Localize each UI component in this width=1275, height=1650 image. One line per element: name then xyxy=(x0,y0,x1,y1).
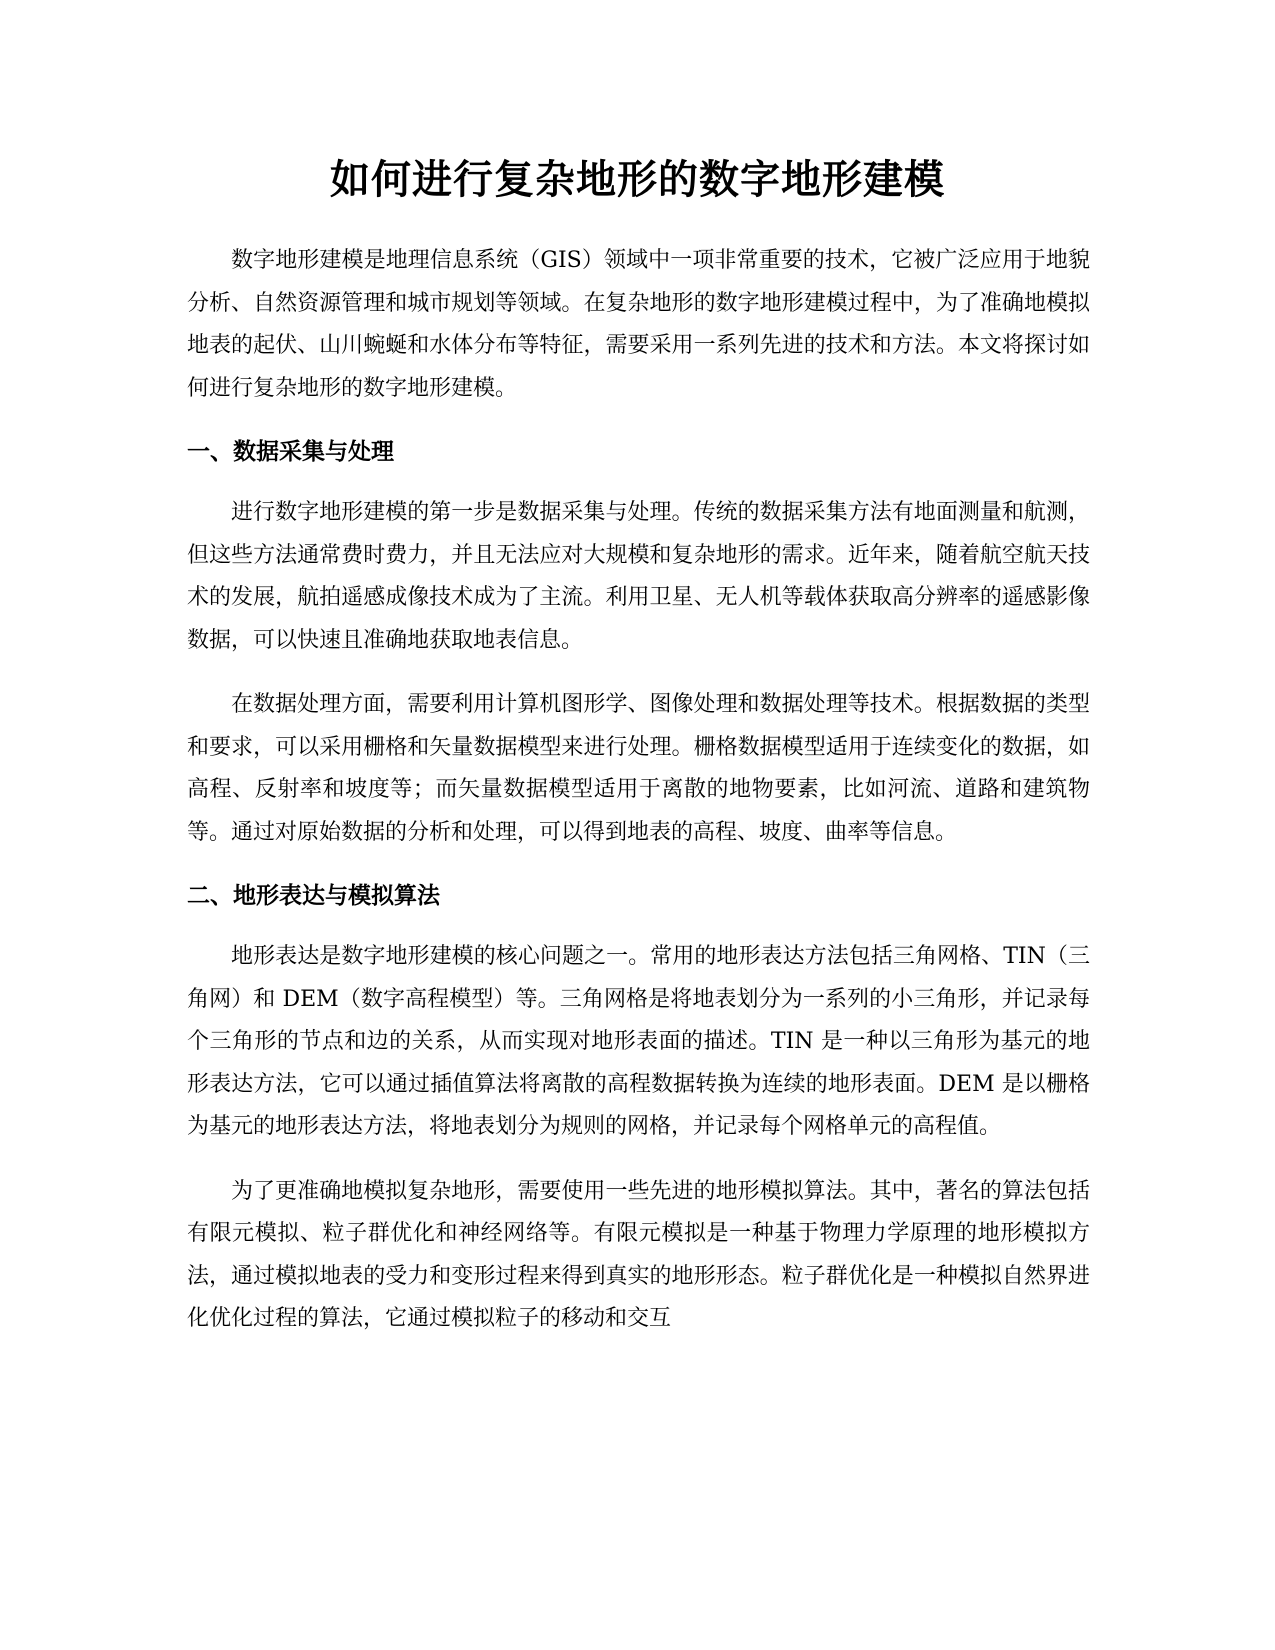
document-title: 如何进行复杂地形的数字地形建模 xyxy=(330,157,945,203)
body-paragraph: 进行数字地形建模的第一步是数据采集与处理。传统的数据采集方法有地面测量和航测，但这些方法通常费时费力，并且无法应对大规模和复杂地形的需求。近年来，随着航空航天技术的发展，航拍遥感成像技术成为了主流。利用卫星、无人机等载体获取高分辨率的遥感影像数据，可以快速且准确地获取地表信息。 xyxy=(187,500,1090,653)
body-paragraph: 地形表达是数字地形建模的核心问题之一。常用的地形表达方法包括三角网格、TIN（三角网）和 DEM（数字高程模型）等。三角网格是将地表划分为一系列的小三角形，并记录每个三角形的节点和边的关系，从而实现对地形表面的描述。TIN 是一种以三角形为基元的地形表达方法，它可以通过插值算法将离散的高程数据转换为连续的地形表面。DEM 是以栅格为基元的地形表达方法，将地表划分为规则的网格，并记录每个网格单元的高程值。 xyxy=(187,944,1090,1139)
section-heading: 一、数据采集与处理 xyxy=(187,439,394,465)
intro-paragraph: 数字地形建模是地理信息系统（GIS）领域中一项非常重要的技术，它被广泛应用于地貌分析、自然资源管理和城市规划等领域。在复杂地形的数字地形建模过程中，为了准确地模拟地表的起伏、山川蜿蜒和水体分布等特征，需要采用一系列先进的技术和方法。本文将探讨如何进行复杂地形的数字地形建模。 xyxy=(187,248,1090,401)
body-paragraph: 在数据处理方面，需要利用计算机图形学、图像处理和数据处理等技术。根据数据的类型和要求，可以采用栅格和矢量数据模型来进行处理。栅格数据模型适用于连续变化的数据，如高程、反射率和坡度等；而矢量数据模型适用于离散的地物要素，比如河流、道路和建筑物等。通过对原始数据的分析和处理，可以得到地表的高程、坡度、曲率等信息。 xyxy=(187,692,1090,845)
body-paragraph: 为了更准确地模拟复杂地形，需要使用一些先进的地形模拟算法。其中，著名的算法包括有限元模拟、粒子群优化和神经网络等。有限元模拟是一种基于物理力学原理的地形模拟方法，通过模拟地表的受力和变形过程来得到真实的地形形态。粒子群优化是一种模拟自然界进化优化过程的算法，它通过模拟粒子的移动和交互 xyxy=(187,1178,1090,1331)
section-heading: 二、地形表达与模拟算法 xyxy=(187,883,440,909)
document-body xyxy=(187,240,1090,1363)
